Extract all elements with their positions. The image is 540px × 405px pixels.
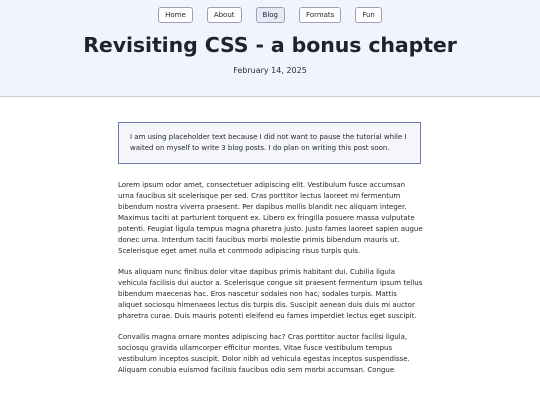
nav-blog-button[interactable]: Blog [256, 7, 285, 23]
article-paragraph: Lorem ipsum odor amet, consectetuer adipiscing elit. Vestibulum fusce accumsan urna faucibus sit scelerisque per sed. Cras porttitor lectus laoreet mi fermentum bibendum nostra viverra praesent. Per dapibus mollis blandit nec aliquam integer. Maximus taciti at parturient torquent ex. Libero ex fringilla posuere massa vulputate potenti. Feugiat ligula tempus magna pharetra justo. Justo fames laoreet sapien augue donec urna. Interdum taciti faucibus morbi molestie primis bibendum mauris ut. Scelerisque eget amet nulla et commodo adipiscing risus turpis quis. [118, 181, 423, 255]
nav-about-button[interactable]: About [207, 7, 242, 23]
post-date: February 14, 2025 [233, 66, 307, 75]
article-body [118, 180, 423, 386]
article-paragraph: Mus aliquam nunc finibus dolor vitae dapibus primis habitant dui. Cubilia ligula vehicula facilisis dui auctor a. Scelerisque congue sit praesent fermentum ipsum tellus bibendum maecenas hac. Eros nascetur sodales non hac; sodales turpis. Mattis aliquet sociosqu himenaeos lectus dis turpis dis. Suscipit aenean duis duis mi auctor pharetra curae. Duis mauris potenti eleifend eu fames imperdiet lectus eget suscipit. [118, 268, 423, 320]
nav-fun-button[interactable]: Fun [355, 7, 382, 23]
page-title: Revisiting CSS - a bonus chapter [83, 33, 457, 57]
placeholder-notice [118, 122, 421, 164]
nav-formats-button[interactable]: Formats [299, 7, 341, 23]
site-header [0, 0, 540, 97]
main-nav [0, 7, 540, 23]
nav-home-button[interactable]: Home [158, 7, 193, 23]
article-paragraph: Convallis magna ornare montes adipiscing hac? Cras porttitor auctor facilisi ligula, sociosqu gravida ullamcorper efficitur montes. Vitae fusce vestibulum tempus vestibulum inceptos suscipit. Dolor nibh ad vehicula egestas inceptos suspendisse. Aliquam conubia euismod facilisis faucibus odio sem morbi accumsan. Congue [118, 333, 410, 374]
notice-text: I am using placeholder text because I did not want to pause the tutorial while I waited on myself to write 3 blog posts. I do plan on writing this post soon. [130, 133, 407, 152]
